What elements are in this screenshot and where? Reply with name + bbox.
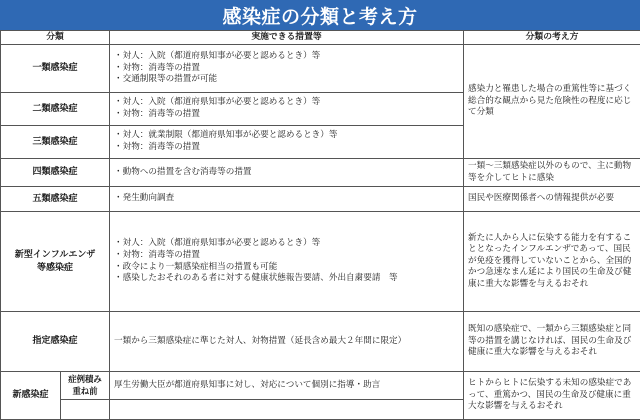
table-row (1, 159, 640, 187)
category-class2: 二類感染症 (1, 93, 110, 126)
classification-table (0, 30, 640, 420)
table-row (1, 45, 640, 93)
measure-line: ・政令により一類感染症相当の措置も可能 (114, 262, 459, 274)
measures-new-influenza (110, 212, 464, 312)
measure-line: ・対物：消毒等の措置 (114, 63, 459, 75)
concept-class4: 一類～三類感染症以外のもので、主に動物等を介してヒトに感染 (464, 159, 640, 187)
measure-line: ・対物：消毒等の措置 (114, 109, 459, 121)
measures-new-disease (110, 372, 464, 400)
measure-line: ・対物：消毒等の措置 (114, 142, 459, 154)
measure-line: 厚生労働大臣が都道府県知事に対し、対応について個別に指導・助言 (114, 380, 459, 392)
header-concept: 分類の考え方 (464, 31, 640, 45)
measures-class4 (110, 159, 464, 187)
measures-class2 (110, 93, 464, 126)
subcategory-pre-accumulation: 症例積み重ね前 (61, 372, 110, 400)
concept-new-disease: ヒトからヒトに伝染する未知の感染症であって、重篤かつ、国民の生命及び健康に重大な影響を与えるおそれ (464, 372, 640, 420)
header-category: 分類 (1, 31, 110, 45)
category-class4: 四類感染症 (1, 159, 110, 187)
concept-class5: 国民や医療関係者への情報提供が必要 (464, 187, 640, 212)
measure-line: ・対人：入院（都道府県知事が必要と認めるとき）等 (114, 51, 459, 63)
table-header-row (1, 31, 640, 45)
measures-new-disease-continued (110, 400, 464, 420)
measure-line: ・対人：就業制限（都道府県知事が必要と認めるとき）等 (114, 130, 459, 142)
measure-line: 一類から三類感染症に準じた対人、対物措置（延長含め最大２年間に限定） (114, 336, 459, 348)
measures-class5 (110, 187, 464, 212)
category-class1: 一類感染症 (1, 45, 110, 93)
page-title: 感染症の分類と考え方 (0, 0, 640, 30)
category-designated: 指定感染症 (1, 312, 110, 372)
category-class3: 三類感染症 (1, 126, 110, 159)
subcategory-continued (61, 400, 110, 420)
category-new-influenza-line2: 等感染症 (5, 262, 105, 274)
table-row (1, 187, 640, 212)
table-row (1, 312, 640, 372)
measure-line: ・対人：入院（都道府県知事が必要と認めるとき）等 (114, 238, 459, 250)
concept-new-influenza: 新たに人から人に伝染する能力を有することとなったインフルエンザであって、国民が免疫を獲得していないことから、全国的かつ急速なまん延により国民の生命及び健康に重大な影響を与えるおそれ (464, 212, 640, 312)
measure-line: ・動物への措置を含む消毒等の措置 (114, 167, 459, 179)
category-new-disease: 新感染症 (1, 372, 61, 420)
measures-designated (110, 312, 464, 372)
measures-class3 (110, 126, 464, 159)
measures-class1 (110, 45, 464, 93)
table-row (1, 372, 640, 400)
category-class5: 五類感染症 (1, 187, 110, 212)
measure-line: ・感染したおそれのある者に対する健康状態報告要請、外出自粛要請 等 (114, 273, 459, 285)
concept-class1-3: 感染力と罹患した場合の重篤性等に基づく総合的な観点から見た危険性の程度に応じて分類 (464, 45, 640, 159)
table-row (1, 212, 640, 312)
measure-line: ・対人：入院（都道府県知事が必要と認めるとき）等 (114, 97, 459, 109)
concept-designated: 既知の感染症で、一類から三類感染症と同等の措置を講じなければ、国民の生命及び健康に重大な影響を与えるおそれ (464, 312, 640, 372)
measure-line: ・発生動向調査 (114, 193, 459, 205)
category-new-influenza-line1: 新型インフルエンザ (5, 249, 105, 261)
category-new-influenza (1, 212, 110, 312)
measure-line: ・交通制限等の措置が可能 (114, 74, 459, 86)
measure-line: ・対物：消毒等の措置 (114, 250, 459, 262)
header-measures: 実施できる措置等 (110, 31, 464, 45)
